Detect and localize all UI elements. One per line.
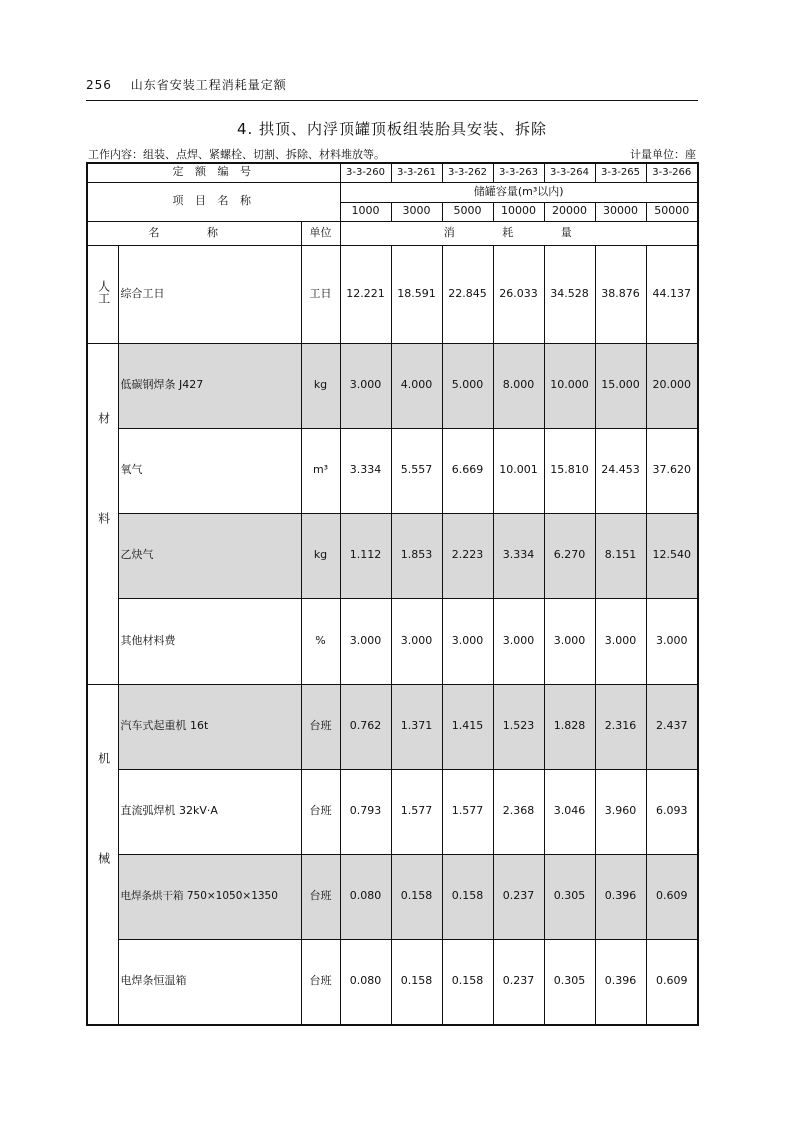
item-unit: kg	[301, 513, 340, 598]
value-cell: 3.000	[544, 598, 595, 684]
value-cell: 1.415	[442, 684, 493, 769]
item-unit: 台班	[301, 854, 340, 939]
code-cell: 3-3-266	[646, 163, 698, 182]
value-cell: 26.033	[493, 245, 544, 343]
capacity-cell: 3000	[391, 202, 442, 221]
quota-table	[86, 162, 699, 1026]
table-row	[87, 598, 698, 684]
name-column-label: 名 称	[87, 221, 301, 245]
value-cell: 18.591	[391, 245, 442, 343]
value-cell: 2.223	[442, 513, 493, 598]
value-cell: 0.762	[340, 684, 391, 769]
value-cell: 0.237	[493, 854, 544, 939]
item-name: 汽车式起重机 16t	[118, 684, 301, 769]
table-row	[87, 684, 698, 769]
value-cell: 4.000	[391, 343, 442, 428]
table-row	[87, 428, 698, 513]
item-unit: 台班	[301, 769, 340, 854]
item-name: 电焊条恒温箱	[118, 939, 301, 1025]
value-cell: 15.810	[544, 428, 595, 513]
item-name: 直流弧焊机 32kV·A	[118, 769, 301, 854]
code-label: 定 额 编 号	[87, 163, 340, 182]
section-title: 4. 拱顶、内浮顶罐顶板组装胎具安装、拆除	[236, 120, 548, 138]
table-row	[87, 513, 698, 598]
value-cell: 0.158	[442, 854, 493, 939]
value-cell: 0.793	[340, 769, 391, 854]
code-cell: 3-3-262	[442, 163, 493, 182]
work-content: 工作内容：组装、点焊、紧螺栓、切割、拆除、材料堆放等。	[88, 148, 385, 161]
value-cell: 1.828	[544, 684, 595, 769]
value-cell: 10.001	[493, 428, 544, 513]
page-number: 256	[86, 78, 112, 92]
value-cell: 1.523	[493, 684, 544, 769]
item-unit: 工日	[301, 245, 340, 343]
item-name: 电焊条烘干箱 750×1050×1350	[118, 854, 301, 939]
item-name-label: 项 目 名 称	[87, 182, 340, 221]
table-row	[87, 939, 698, 1025]
value-cell: 0.396	[595, 854, 646, 939]
category-materials: 材料	[87, 343, 118, 684]
code-cell: 3-3-265	[595, 163, 646, 182]
item-unit: 台班	[301, 684, 340, 769]
capacity-cell: 20000	[544, 202, 595, 221]
value-cell: 8.151	[595, 513, 646, 598]
value-cell: 5.000	[442, 343, 493, 428]
value-cell: 1.853	[391, 513, 442, 598]
value-cell: 0.396	[595, 939, 646, 1025]
capacity-cell: 50000	[646, 202, 698, 221]
value-cell: 12.540	[646, 513, 698, 598]
value-cell: 0.080	[340, 939, 391, 1025]
table-row	[87, 854, 698, 939]
unit-column-label: 单位	[301, 221, 340, 245]
value-cell: 2.368	[493, 769, 544, 854]
book-title: 山东省安装工程消耗量定额	[130, 78, 287, 92]
item-unit: 台班	[301, 939, 340, 1025]
value-cell: 0.158	[442, 939, 493, 1025]
value-cell: 0.158	[391, 854, 442, 939]
value-cell: 3.960	[595, 769, 646, 854]
capacity-cell: 5000	[442, 202, 493, 221]
value-cell: 34.528	[544, 245, 595, 343]
value-cell: 15.000	[595, 343, 646, 428]
value-cell: 12.221	[340, 245, 391, 343]
item-name: 氧气	[118, 428, 301, 513]
code-row	[87, 163, 698, 182]
value-cell: 3.000	[340, 343, 391, 428]
item-unit: kg	[301, 343, 340, 428]
value-cell: 3.000	[442, 598, 493, 684]
value-cell: 3.334	[340, 428, 391, 513]
value-cell: 0.609	[646, 939, 698, 1025]
item-unit: m³	[301, 428, 340, 513]
capacity-cell: 10000	[493, 202, 544, 221]
value-cell: 0.609	[646, 854, 698, 939]
value-cell: 0.305	[544, 939, 595, 1025]
item-name: 其他材料费	[118, 598, 301, 684]
value-cell: 0.237	[493, 939, 544, 1025]
value-cell: 3.334	[493, 513, 544, 598]
item-name: 低碳钢焊条 J427	[118, 343, 301, 428]
value-cell: 1.112	[340, 513, 391, 598]
value-cell: 5.557	[391, 428, 442, 513]
value-cell: 0.305	[544, 854, 595, 939]
value-cell: 3.046	[544, 769, 595, 854]
code-cell: 3-3-263	[493, 163, 544, 182]
unit-note: 计量单位：座	[630, 148, 696, 161]
capacity-cell: 30000	[595, 202, 646, 221]
item-unit: %	[301, 598, 340, 684]
consumption-label: 消 耗 量	[340, 221, 698, 245]
table-row	[87, 343, 698, 428]
value-cell: 3.000	[340, 598, 391, 684]
value-cell: 0.158	[391, 939, 442, 1025]
capacity-label: 储罐容量(m³以内)	[340, 182, 698, 202]
value-cell: 3.000	[595, 598, 646, 684]
value-cell: 8.000	[493, 343, 544, 428]
header-rule	[86, 100, 698, 101]
column-header-row	[87, 221, 698, 245]
value-cell: 38.876	[595, 245, 646, 343]
capacity-cell: 1000	[340, 202, 391, 221]
table-row	[87, 245, 698, 343]
value-cell: 2.316	[595, 684, 646, 769]
value-cell: 44.137	[646, 245, 698, 343]
category-machinery: 机械	[87, 684, 118, 1025]
table-row	[87, 769, 698, 854]
page-header	[86, 76, 287, 93]
value-cell: 1.371	[391, 684, 442, 769]
value-cell: 22.845	[442, 245, 493, 343]
value-cell: 6.093	[646, 769, 698, 854]
value-cell: 3.000	[646, 598, 698, 684]
value-cell: 6.669	[442, 428, 493, 513]
category-labor: 人工	[87, 245, 118, 343]
value-cell: 24.453	[595, 428, 646, 513]
code-cell: 3-3-261	[391, 163, 442, 182]
value-cell: 10.000	[544, 343, 595, 428]
value-cell: 0.080	[340, 854, 391, 939]
work-content-line	[88, 146, 696, 162]
value-cell: 1.577	[442, 769, 493, 854]
item-name: 综合工日	[118, 245, 301, 343]
value-cell: 3.000	[391, 598, 442, 684]
code-cell: 3-3-260	[340, 163, 391, 182]
item-name: 乙炔气	[118, 513, 301, 598]
capacity-header-row	[87, 182, 698, 202]
code-cell: 3-3-264	[544, 163, 595, 182]
value-cell: 20.000	[646, 343, 698, 428]
value-cell: 3.000	[493, 598, 544, 684]
value-cell: 1.577	[391, 769, 442, 854]
value-cell: 2.437	[646, 684, 698, 769]
value-cell: 6.270	[544, 513, 595, 598]
value-cell: 37.620	[646, 428, 698, 513]
